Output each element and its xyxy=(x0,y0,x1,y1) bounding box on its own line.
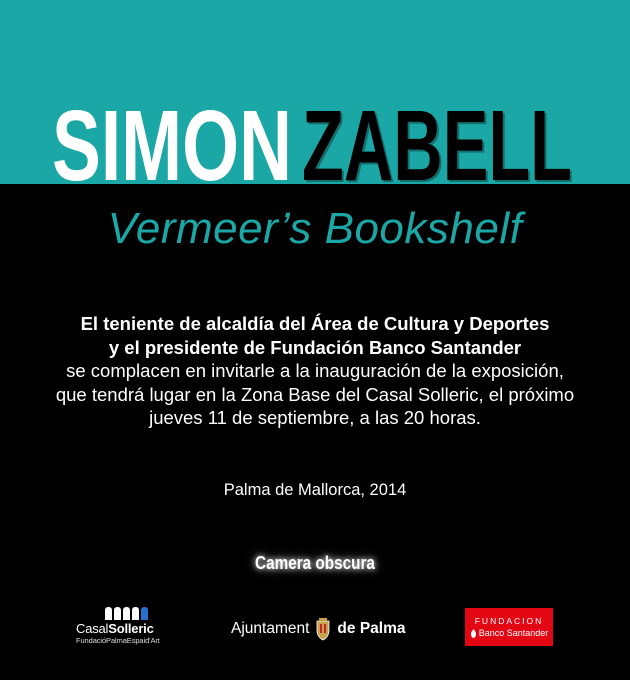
casal-name: CasalSolleric xyxy=(76,621,154,636)
ajuntament-palma-logo xyxy=(231,617,405,641)
exhibition-title: Vermeer’s Bookshelf xyxy=(107,204,523,253)
bank-name: Banco Santander xyxy=(478,628,549,638)
invitation-line: que tendrá lugar en la Zona Base del Casal Solleric, el próximo xyxy=(55,383,575,405)
place-date: Palma de Mallorca, 2014 xyxy=(223,481,407,499)
coat-of-arms-icon xyxy=(314,617,332,641)
invitation-line: se complacen en invitarle a la inauguración de la exposición, xyxy=(66,360,564,381)
fundacion-label: FUNDACION xyxy=(474,616,544,626)
artist-last-name: ZABELL xyxy=(302,92,572,188)
artist-name xyxy=(0,92,630,188)
ajuntament-prefix: Ajuntament xyxy=(231,620,310,637)
invitation-line: jueves 11 de septiembre, a las 20 horas. xyxy=(149,407,481,428)
casal-arches-icon xyxy=(105,607,186,620)
casal-solleric-logo xyxy=(76,607,186,647)
invitation-text xyxy=(0,312,630,430)
invitation-line: El teniente de alcaldía del Área de Cultura y Deportes xyxy=(80,313,550,334)
casal-subtitle: FundacióPalmaEspaid'Art xyxy=(76,636,160,645)
artist-first-name: SIMON xyxy=(52,92,292,188)
santander-flame-icon xyxy=(470,629,477,638)
camera-obscura-logo: Camera obscura xyxy=(255,553,375,573)
fundacion-banco-santander-logo xyxy=(465,608,553,646)
artist-last-name-shadow: ZABELL xyxy=(304,92,574,188)
ajuntament-suffix: de Palma xyxy=(337,620,406,637)
invitation-line: y el presidente de Fundación Banco Santander xyxy=(108,336,522,358)
